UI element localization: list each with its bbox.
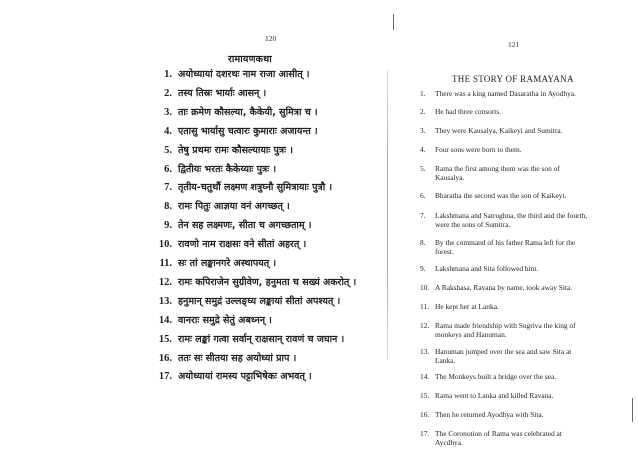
english-line-text-row: By the command of his father Rama left for the: [435, 238, 576, 247]
sanskrit-line: [150, 86, 385, 104]
sanskrit-line-number: 12.: [158, 276, 172, 288]
left-page-title: रामायणकथा: [228, 54, 272, 65]
english-line-number: 2.: [420, 107, 426, 116]
sanskrit-line-text: रामः लङ्कां गत्वा सर्वान् राक्षसान् रावणं च जघान ।: [178, 333, 345, 345]
sanskrit-line: [150, 180, 385, 198]
english-line-text-row: A Rakshasa, Ravana by name, took away Sita.: [435, 283, 573, 292]
english-line-text-row: Rama made friendship with Sugriva the king of: [435, 321, 576, 330]
sanskrit-line-number: 14.: [158, 314, 172, 326]
sanskrit-line-text: अयोध्यायां रामस्य पट्टाभिषेकः अभवत् ।: [178, 371, 312, 383]
sanskrit-line: [150, 369, 385, 387]
sanskrit-line-number: 3.: [164, 106, 172, 118]
english-line: [420, 239, 625, 256]
english-line-text: [435, 192, 625, 201]
english-line-text: [435, 90, 625, 99]
sanskrit-line-text: सः तां लङ्कानगरे अस्थापयत् ।: [178, 258, 277, 269]
english-line-text-row: There was a king named Dasaratha in Ayodhya.: [435, 89, 576, 98]
english-line-text-row: Hanuman jumped over the sea and saw Sita at: [435, 347, 572, 356]
gutter-mark-top: [393, 14, 394, 30]
english-line-number: 16.: [420, 410, 430, 419]
english-line: [420, 284, 625, 293]
english-line-text: [435, 127, 625, 136]
english-line-text: [435, 430, 625, 447]
english-line-number: 6.: [420, 191, 426, 200]
english-line-number: 7.: [420, 211, 426, 220]
sanskrit-line: [150, 313, 385, 331]
english-line: [420, 108, 625, 117]
sanskrit-line-number: 7.: [164, 182, 172, 194]
sanskrit-line: [150, 67, 385, 85]
sanskrit-line-text: रामः कपिराजेन सुग्रीवेण, हनुमता च सख्यं अकरोत् ।: [178, 276, 357, 288]
english-line-text: [435, 212, 625, 229]
english-line-text-row: Then he returned Ayodhya with Sita.: [435, 410, 544, 419]
english-line-text: [435, 239, 625, 256]
english-line-text-row: Four sons were born to them.: [435, 145, 522, 154]
sanskrit-line-text: ताः क्रमेण कौसल्या, कैकेयी, सुमित्रा च ।: [178, 106, 318, 118]
sanskrit-line-number: 2.: [164, 87, 172, 99]
english-line-text-row: The Monkeys built a bridge over the sea.: [435, 372, 557, 381]
sanskrit-line: [150, 294, 385, 312]
english-line-text: [435, 108, 625, 117]
sanskrit-line-number: 17.: [158, 371, 172, 383]
english-line-text-row: Rama the first among them was the son of: [435, 164, 560, 173]
english-line-text: [435, 303, 625, 312]
english-line-number: 9.: [420, 264, 426, 273]
english-line-text: [435, 146, 625, 155]
sanskrit-line-text: ततः सः सीतया सह अयोध्यां प्राप ।: [178, 352, 297, 364]
sanskrit-line-text: द्वितीयः भरतः कैकेय्याः पुत्रः ।: [178, 163, 277, 175]
sanskrit-line-text: एतासु भार्यासु चत्वारः कुमाराः अजायन्त ।: [178, 125, 318, 137]
right-page-title: THE STORY OF RAMAYANA: [452, 74, 574, 84]
sanskrit-line: [150, 275, 385, 293]
english-line-number: 13.: [420, 347, 430, 356]
english-line-number: 12.: [420, 321, 430, 330]
sanskrit-line-number: 8.: [164, 201, 172, 213]
sanskrit-line: [150, 218, 385, 236]
sanskrit-line-number: 4.: [164, 125, 172, 137]
sanskrit-line-text: रामः पितुः आज्ञया वनं अगच्छत् ।: [178, 201, 290, 213]
english-line: [420, 430, 625, 447]
english-line-text-row: Lakshmana and Satrughna, the third and the fourth,: [435, 211, 588, 220]
english-line-text-row: They were Kausalya, Kaikeyi and Sumitra.: [435, 126, 563, 135]
english-line-number: 3.: [420, 126, 426, 135]
sanskrit-line: [150, 332, 385, 350]
english-line-number: 5.: [420, 164, 426, 173]
english-line-text: [435, 165, 625, 182]
sanskrit-line: [150, 143, 385, 161]
english-line: [420, 165, 625, 182]
english-line-number: 15.: [420, 391, 430, 400]
right-page-number: 121: [508, 40, 520, 49]
sanskrit-line: [150, 162, 385, 180]
english-line: [420, 265, 625, 274]
english-line: [420, 411, 625, 420]
sanskrit-line-text: रावणो नाम राक्षसः वने सीतां अहरत् ।: [178, 239, 307, 251]
english-line-text: [435, 348, 625, 365]
sanskrit-line-text: अयोध्यायां दशरथः नाम राजा आसीत् ।: [178, 69, 310, 80]
sanskrit-line-text: तेन सह लक्ष्मणः, सीता च अगच्छताम् ।: [178, 220, 312, 232]
english-line-text-row: forest.: [435, 246, 454, 256]
english-line-text-row: Lakshmana and Sita followed him.: [435, 264, 539, 273]
english-line-text-row: Kausalya.: [435, 172, 465, 182]
sanskrit-line-number: 9.: [164, 220, 172, 232]
english-line-text-row: were the sons of Sumitra.: [435, 219, 511, 229]
english-line-number: 14.: [420, 372, 430, 381]
sanskrit-line-text: तृतीय-चतुर्थौ लक्ष्मण शत्रुघ्नौ सुमित्रायाः पुत्रौ ।: [178, 182, 333, 194]
english-line-number: 1.: [420, 89, 426, 98]
left-page-number: 120: [265, 34, 277, 43]
english-line-text: [435, 322, 625, 339]
english-line: [420, 212, 625, 229]
english-line-number: 11.: [420, 302, 429, 311]
sanskrit-line-text: तेषु प्रथमः रामः कौसल्यायाः पुत्रः ।: [178, 144, 294, 156]
sanskrit-line-text: वानराः समुद्रे सेतुं अबध्नन् ।: [178, 314, 272, 326]
sanskrit-line: [150, 124, 385, 142]
sanskrit-line-number: 6.: [164, 163, 172, 175]
english-line: [420, 348, 625, 365]
sanskrit-line-text: हनुमान् समुद्रं उल्लङ्घ्य लङ्कायां सीतां अपश्यत् ।: [178, 295, 341, 307]
english-line-number: 4.: [420, 145, 426, 154]
english-line: [420, 392, 625, 401]
gutter-mark-bottom: [632, 398, 633, 422]
english-line: [420, 192, 625, 201]
english-line-text-row: The Coronotion of Rama was celebrated at: [435, 429, 562, 438]
english-line-text: [435, 284, 625, 293]
sanskrit-line-number: 15.: [158, 333, 172, 345]
book-gutter: [387, 70, 388, 360]
english-line-text-row: He kept her at Lanka.: [435, 302, 499, 311]
english-line-text-row: Aycdhya.: [435, 437, 463, 447]
sanskrit-line-number: 5.: [164, 144, 172, 156]
sanskrit-line-number: 13.: [158, 295, 172, 307]
english-line-number: 17.: [420, 429, 430, 438]
english-line-text: [435, 411, 625, 420]
english-line-text: [435, 392, 625, 401]
english-line-number: 10.: [420, 283, 430, 292]
english-line: [420, 303, 625, 312]
sanskrit-line: [150, 105, 385, 123]
english-line: [420, 90, 625, 99]
english-line-text: [435, 265, 625, 274]
english-line-text-row: monkeys and Hanuman.: [435, 329, 507, 339]
sanskrit-line-number: 11.: [159, 258, 172, 269]
english-line: [420, 146, 625, 155]
english-line: [420, 373, 625, 382]
sanskrit-line: [150, 199, 385, 217]
sanskrit-line: [150, 256, 385, 274]
sanskrit-line: [150, 237, 385, 255]
english-line-text-row: He had three consorts.: [435, 107, 502, 116]
english-line: [420, 127, 625, 136]
english-line-text-row: Rama went to Lanka and killed Ravana.: [435, 391, 554, 400]
sanskrit-line-number: 1.: [164, 69, 172, 80]
sanskrit-line-text: तस्य तिस्रः भार्याः आसन् ।: [178, 87, 267, 99]
english-line-number: 8.: [420, 238, 426, 247]
english-line: [420, 322, 625, 339]
english-line-text-row: Bharatha the second was the son of Kaikeyi.: [435, 191, 567, 200]
sanskrit-line-number: 16.: [158, 352, 172, 364]
sanskrit-line-number: 10.: [158, 239, 172, 251]
english-line-text-row: Lanka.: [435, 355, 456, 365]
sanskrit-line: [150, 351, 385, 369]
english-line-text: [435, 373, 625, 382]
